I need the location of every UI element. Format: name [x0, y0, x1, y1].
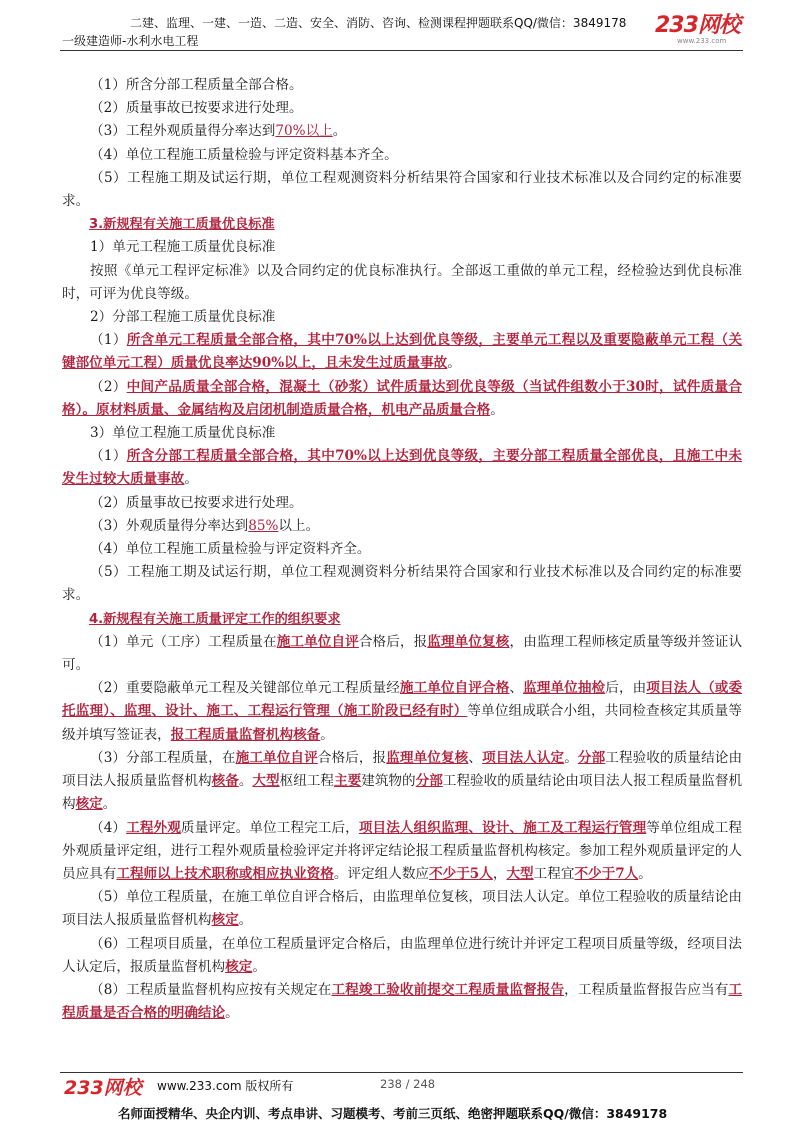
text: （2）重要隐蔽单元工程及关键部位单元工程质量经	[90, 680, 400, 697]
text: 。	[252, 958, 266, 975]
text: 建筑物的	[361, 773, 416, 790]
footer-logo[interactable]: 233网校	[64, 1077, 142, 1099]
highlight: 所含单元工程质量全部合格，其中70%以上达到优良等级，主要单元工程以及重要隐蔽单元工程（关键部位单元工程）质量优良率达90%以上，且未发生过质量事故	[62, 332, 742, 372]
header-divider	[60, 50, 743, 51]
text: 。	[638, 865, 652, 882]
highlight: 分部	[577, 749, 606, 766]
highlight: 工程师以上技术职称或相应执业资格	[116, 865, 334, 882]
text: 。	[564, 749, 578, 766]
text: （5）单位工程质量，在施工单位自评合格后，由监理单位复核，项目法人认定。单位工程验收的质量结论由项目法人报质量监督机构	[62, 889, 742, 929]
paragraph	[62, 933, 742, 979]
section-heading	[62, 608, 742, 631]
text: 工程验收的质量结论由项目法人报质量监督机构	[62, 749, 743, 790]
highlight: 核定	[225, 958, 253, 975]
sub-heading: 2）分部工程施工质量优良标准	[90, 309, 276, 326]
highlight: 项目法人（或委托监理）、监理、设计、施工、工程运行管理（施工阶段已经有时）	[62, 680, 743, 720]
text: 质量评定。单位工程完工后，	[180, 819, 359, 836]
highlight: 项目法人认定	[482, 749, 565, 766]
highlight: 项目法人组织监理、设计、施工及工程运行管理	[358, 819, 647, 836]
paragraph	[62, 886, 742, 932]
paragraph	[62, 631, 742, 677]
paragraph	[62, 329, 742, 375]
highlight: 核定	[75, 796, 103, 813]
text: 。	[320, 726, 334, 743]
text: 后，由	[605, 680, 647, 697]
highlight: 大型	[252, 773, 280, 790]
text: 工程宜	[533, 865, 575, 882]
highlight: 施工单位自评合格	[399, 680, 510, 697]
text: （3）外观质量得分率达到	[90, 517, 249, 534]
text: 。	[225, 1005, 239, 1022]
text: 合格后，报	[358, 633, 428, 650]
logo-text: 233网校	[655, 13, 740, 38]
text: 。	[238, 773, 253, 790]
text: ，工程质量监督报告应当有	[564, 981, 729, 998]
text: 以上。	[278, 517, 320, 534]
footer-ad-text: 名师面授精华、央企内训、考点串讲、习题模考、考前三页纸、绝密押题联系QQ/微信：3849178	[118, 1106, 668, 1121]
highlight: 监理单位复核	[427, 633, 510, 650]
text: （4）	[90, 819, 127, 836]
highlight: 核备	[211, 773, 239, 790]
text: 合格后，报	[317, 749, 387, 766]
highlight: 不少于7人	[574, 865, 639, 882]
text: 。	[490, 401, 504, 418]
highlight: 主要	[334, 773, 362, 790]
highlight: 工程外观	[126, 819, 181, 836]
paragraph	[62, 747, 742, 817]
paragraph	[62, 515, 742, 538]
text: ，	[492, 865, 507, 882]
site-logo[interactable]	[655, 15, 750, 49]
text: 。评定组人数应	[333, 865, 430, 882]
paragraph	[62, 376, 742, 422]
footer-divider	[60, 1072, 743, 1073]
paragraph: （5）工程施工期及试运行期，单位工程观测资料分析结果符合国家和行业技术标准以及合同约定的标准要求。	[62, 564, 742, 604]
sub-heading: 1）单元工程施工质量优良标准	[90, 239, 276, 256]
sub-heading: 3）单位工程施工质量优良标准	[90, 425, 276, 442]
page-header	[0, 0, 800, 60]
paragraph: （4）单位工程施工质量检验与评定资料齐全。	[90, 541, 371, 558]
highlight: 施工单位自评	[235, 749, 318, 766]
text: 、	[468, 749, 483, 766]
text: 。	[102, 796, 117, 813]
page-footer	[0, 1060, 800, 1132]
paragraph: （2）质量事故已按要求进行处理。	[90, 100, 303, 117]
highlight: 工程竣工验收前提交工程质量监督报告	[331, 981, 565, 998]
text: （1）	[90, 448, 127, 465]
highlight: 核定	[211, 912, 239, 929]
heading-text: 3.新规程有关施工质量优良标准	[89, 217, 275, 233]
book-title: 一级建造师-水利水电工程	[62, 34, 199, 48]
text: （2）	[90, 378, 127, 395]
paragraph	[62, 817, 742, 887]
paragraph: （5）工程施工期及试运行期，单位工程观测资料分析结果符合国家和行业技术标准以及合同约定的标准要求。	[62, 169, 742, 210]
text: 。	[184, 471, 198, 488]
copyright-text: www.233.com 版权所有	[157, 1079, 294, 1093]
text: 。	[332, 123, 347, 140]
highlight: 70%以上	[275, 123, 333, 140]
paragraph	[62, 445, 742, 491]
text: （1）	[90, 332, 127, 349]
paragraph: （2）质量事故已按要求进行处理。	[90, 494, 303, 511]
text: （3）分部工程质量，在	[90, 749, 236, 766]
header-ad-text: 二建、监理、一建、一造、二造、安全、消防、咨询、检测课程押题联系QQ/微信：3849178	[130, 16, 627, 30]
paragraph: 按照《单元工程评定标准》以及合同约定的优良标准执行。全部返工重做的单元工程，经检验达到优良标准时，可评为优良等级。	[62, 262, 742, 302]
paragraph	[62, 120, 742, 143]
text: 枢纽工程	[279, 773, 335, 790]
page-number: 238 / 248	[380, 1077, 436, 1091]
text: 等单位组成工程外观质量评定组，进行工程外观质量检验评定并将评定结论报工程质量监督机构核定。参加工程外观质量评定的人员应具有	[62, 819, 743, 882]
text: 。	[447, 355, 461, 372]
text: ，由监理工程师核定质量等级并签证认可。	[62, 633, 743, 674]
text: 、	[509, 680, 524, 697]
text: 等单位组成联合小组，共同检查核定其质量等级并填写签证表，	[62, 703, 743, 743]
highlight: 工程质量是否合格的明确结论	[62, 981, 743, 1022]
highlight: 分部	[415, 773, 443, 790]
paragraph	[62, 979, 742, 1025]
text: （3）工程外观质量得分率达到	[90, 123, 276, 140]
text: 工程验收的质量结论由项目法人报工程质量监督机构	[62, 773, 743, 813]
heading-text: 4.新规程有关施工质量评定工作的组织要求	[89, 611, 341, 627]
highlight: 施工单位自评	[276, 633, 359, 650]
highlight: 所含分部工程质量全部合格，其中70%以上达到优良等级，主要分部工程质量全部优良，且施工中未发生过较大质量事故	[62, 448, 742, 488]
logo-url: www.233.com	[677, 37, 727, 45]
document-body	[62, 74, 742, 1025]
highlight: 85%	[248, 517, 279, 534]
paragraph	[62, 677, 742, 747]
highlight: 监理单位抽检	[523, 680, 606, 697]
text: （6）工程项目质量，在单位工程质量评定合格后，由监理单位进行统计并评定工程项目质量等级，经项目法人认定后，报质量监督机构	[62, 935, 742, 975]
paragraph: （1）所含分部工程质量全部合格。	[90, 77, 303, 93]
text: （8）工程质量监督机构应按有关规定在	[90, 981, 332, 998]
highlight: 监理单位复核	[386, 749, 469, 766]
highlight: 报工程质量监督机构核备	[170, 726, 321, 743]
text: 。	[238, 912, 253, 929]
highlight: 不少于5人	[429, 865, 493, 882]
highlight: 大型	[506, 865, 534, 882]
paragraph: （4）单位工程施工质量检验与评定资料基本齐全。	[90, 146, 398, 163]
text: （1）单元（工序）工程质量在	[90, 633, 277, 650]
highlight: 中间产品质量全部合格，混凝土（砂浆）试件质量达到优良等级（当试件组数小于30时，试件质量合格）。原材料质量、金属结构及启闭机制造质量合格，机电产品质量合格	[62, 378, 742, 418]
section-heading	[62, 213, 742, 236]
